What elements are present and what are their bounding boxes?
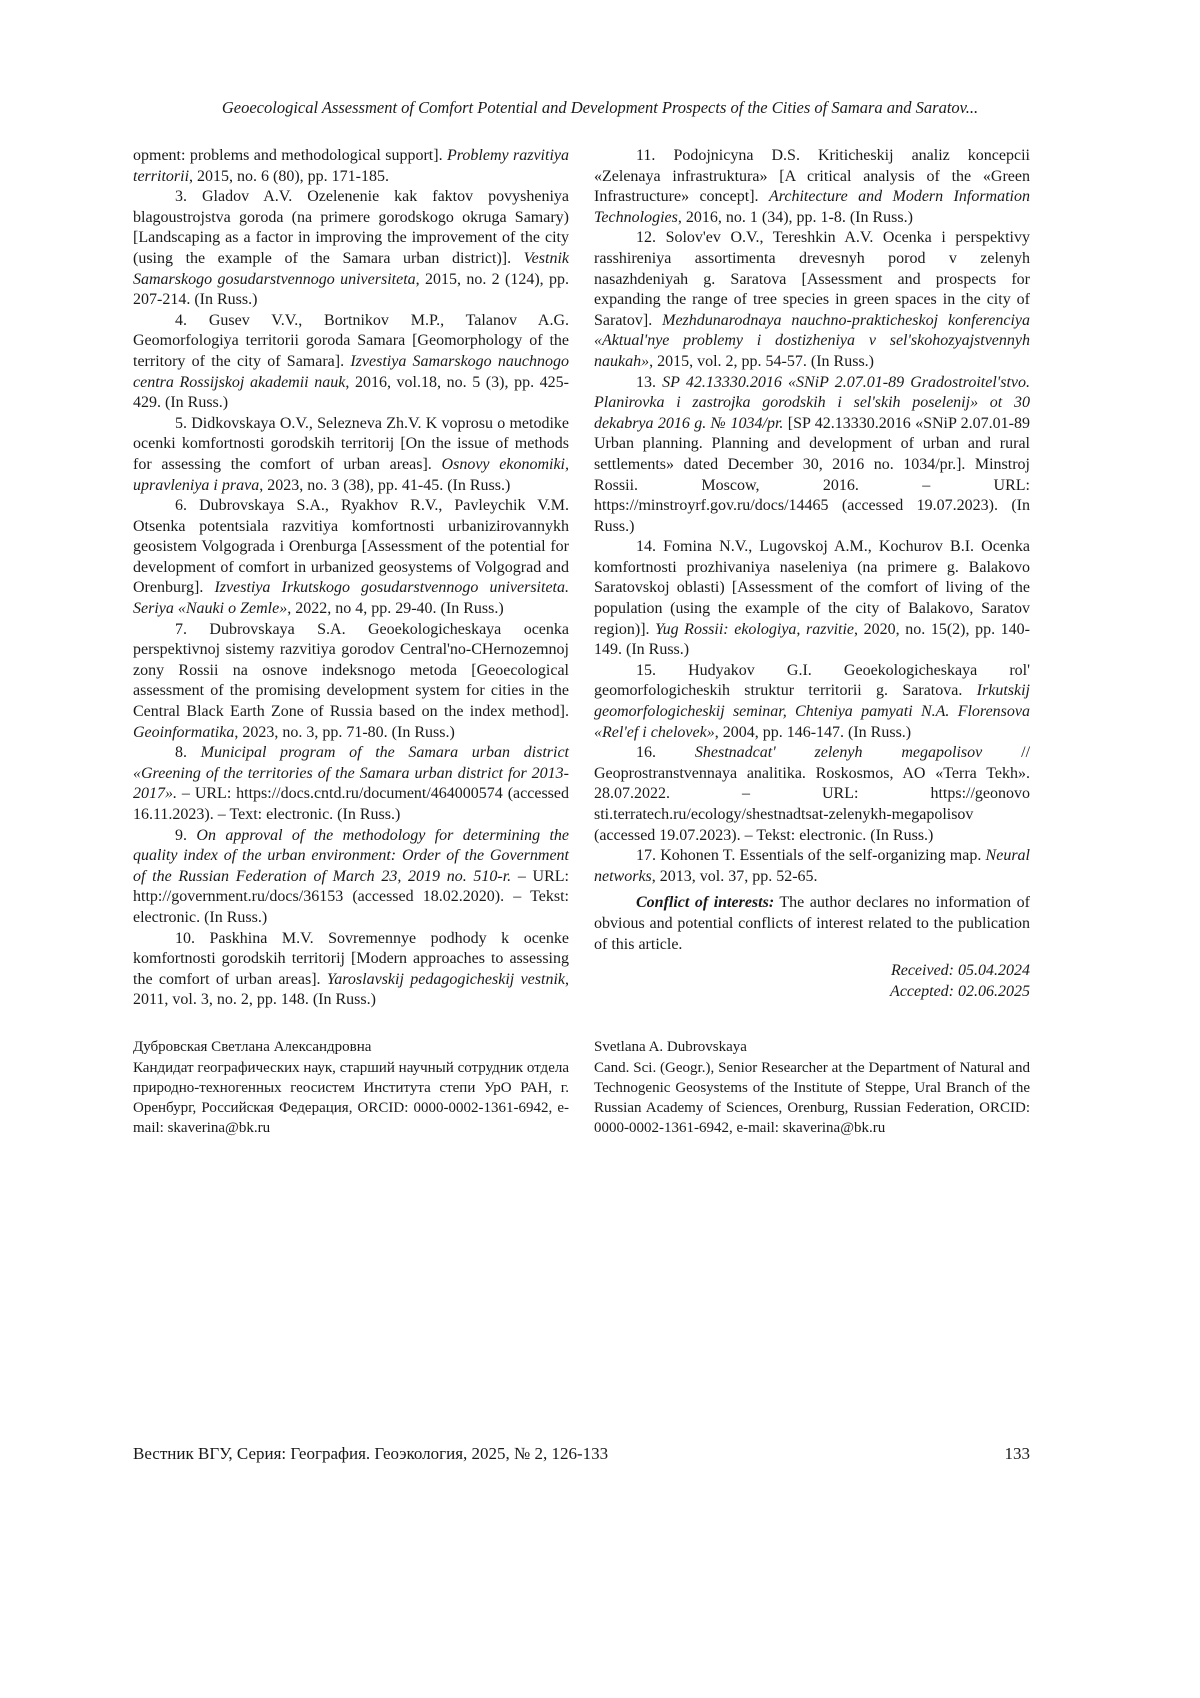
author-details-ru: Кандидат географических наук, старший научный сотрудник отдела природно-техногенных геосистем Института степи УрО РАН, г. Оренбург, Российская Федерация, ORCID: 0000-0002-1361-6942, e-mail: skaverina@bk.ru bbox=[133, 1058, 569, 1138]
reference-text: 13. bbox=[636, 374, 662, 391]
reference-text: 11. Podojnicyna D.S. Kriticheskij analiz koncepcii «Zelenaya infrastruktura» [A critical analysis of the «Green Infrastructure» concept]. bbox=[594, 147, 1030, 205]
reference-source-title: Irkutskij geomorfologicheskij seminar, Chteniya pamyati N.A. Florensova «Rel'ef i chelovek» bbox=[594, 682, 1030, 740]
author-info bbox=[133, 1037, 1030, 1138]
references-left-column bbox=[133, 146, 569, 1011]
page-body bbox=[133, 146, 1030, 1138]
references-columns bbox=[133, 146, 1030, 1011]
reference-source-title: Neural networks bbox=[594, 847, 1030, 885]
reference-item bbox=[133, 146, 569, 187]
reference-source-title: Geoinformatika bbox=[133, 724, 234, 741]
reference-source-title: Architecture and Modern Information Technologies bbox=[594, 188, 1030, 226]
author-name-ru: Дубровская Светлана Александровна bbox=[133, 1037, 569, 1057]
journal-citation: Вестник ВГУ, Серия: География. Геоэкология, 2025, № 2, 126-133 bbox=[133, 1444, 608, 1464]
article-dates bbox=[594, 961, 1030, 1002]
reference-text: 3. Gladov A.V. Ozelenenie kak faktov povysheniya blagoustrojstva goroda (na primere gorodskogo okruga Samary) [Landscaping as a factor in improving the improvement of the city (using the example of the Samara urban district)]. bbox=[133, 188, 569, 267]
reference-text: , 2013, vol. 37, pp. 52-65. bbox=[652, 868, 818, 885]
reference-item bbox=[594, 846, 1030, 887]
references-right-column bbox=[594, 146, 1030, 1002]
reference-item bbox=[133, 496, 569, 620]
reference-source-title: Izvestiya Samarskogo nauchnogo centra Rossijskoj akademii nauk bbox=[133, 353, 569, 391]
reference-source-title: Problemy razvitiya territorii bbox=[133, 147, 569, 185]
reference-source-title: Izvestiya Irkutskogo gosudarstvennogo universiteta. Seriya «Nauki o Zemle» bbox=[133, 579, 569, 617]
reference-text: , 2023, no. 3 (38), pp. 41-45. (In Russ.) bbox=[259, 477, 510, 494]
reference-item bbox=[133, 743, 569, 825]
reference-text: 7. Dubrovskaya S.A. Geoekologicheskaya ocenka perspektivnoj sistemy razvitiya gorodov Central'no-CHernozemnoj zony Rossii na osnove indeksnogo metoda [Geoecological assessment of the promising development system for cities in the Central Black Earth Zone of Russia based on the index method]. bbox=[133, 621, 569, 720]
reference-source-title: SP 42.13330.2016 «SNiP 2.07.01-89 Gradostroitel'stvo. Planirovka i zastrojka gorodskih i sel'skih poselenij» ot 30 dekabrya 2016 g. № 1034/pr. bbox=[594, 374, 1030, 432]
reference-item bbox=[594, 146, 1030, 228]
references-right-list bbox=[594, 146, 1030, 887]
reference-text: 17. Kohonen T. Essentials of the self-organizing map. bbox=[636, 847, 986, 864]
reference-text: 10. Paskhina M.V. Sovremennye podhody k ocenke komfortnosti gorodskih territorij [Modern approaches to assessing the comfort of urban areas]. bbox=[133, 930, 569, 988]
reference-item bbox=[594, 743, 1030, 846]
reference-text: opment: problems and methodological support]. bbox=[133, 147, 447, 164]
reference-text: 15. Hudyakov G.I. Geoekologicheskaya rol' geomorfologicheskih struktur territorii g. Saratova. bbox=[594, 662, 1030, 700]
reference-source-title: Municipal program of the Samara urban district «Greening of the territories of the Samara urban district for 2013-2017». bbox=[133, 744, 569, 802]
conflict-text: The author declares no information of obvious and potential conflicts of interest related to the publication of this article. bbox=[594, 894, 1030, 952]
reference-text: , 2015, vol. 2, pp. 54-57. (In Russ.) bbox=[649, 353, 874, 370]
reference-item bbox=[594, 661, 1030, 743]
reference-text: // Geoprostranstvennaya analitika. Roskosmos, AO «Terra Tekh». 28.07.2022. – URL: https://geonovo sti.terratech.ru/ecology/shestnadtsat-zelenykh-megapolisov (accessed 19.07.2023). – Tekst: electronic. (In Russ.) bbox=[594, 744, 1030, 843]
reference-item bbox=[594, 537, 1030, 661]
conflict-of-interests bbox=[594, 893, 1030, 955]
reference-source-title: Mezhdunarodnaya nauchno-prakticheskoj konferenciya «Aktual'nye problemy i dostizheniya v sel'skohozyajstvennyh naukah» bbox=[594, 312, 1030, 370]
reference-text: , 2015, no. 6 (80), pp. 171-185. bbox=[189, 168, 389, 185]
running-head: Geoecological Assessment of Comfort Potential and Development Prospects of the Cities of Samara and Saratov... bbox=[0, 98, 1200, 118]
author-details-en: Cand. Sci. (Geogr.), Senior Researcher at the Department of Natural and Technogenic Geosystems of the Institute of Steppe, Ural Branch of the Russian Academy of Sciences, Orenburg, Russian Federation, ORCID: 0000-0002-1361-6942, e-mail: skaverina@bk.ru bbox=[594, 1058, 1030, 1138]
reference-text: , 2011, vol. 3, no. 2, pp. 148. (In Russ.) bbox=[133, 971, 569, 1009]
reference-text: – URL: http://government.ru/docs/36153 (accessed 18.02.2020). – Tekst: electronic. (In Russ.) bbox=[133, 868, 569, 926]
reference-text: , 2016, no. 1 (34), pp. 1-8. (In Russ.) bbox=[678, 209, 913, 226]
reference-source-title: Yug Rossii: ekologiya, razvitie bbox=[655, 621, 854, 638]
conflict-label: Conflict of interests: bbox=[636, 894, 774, 911]
reference-text: 4. Gusev V.V., Bortnikov M.P., Talanov A.G. Geomorfologiya territorii goroda Samara [Geomorphology of the territory of the city of Samara]. bbox=[133, 312, 569, 370]
reference-text: , 2020, no. 15(2), pp. 140-149. (In Russ.) bbox=[594, 621, 1030, 659]
author-info-russian bbox=[133, 1037, 569, 1138]
reference-text: 8. bbox=[175, 744, 201, 761]
accepted-date: Accepted: 02.06.2025 bbox=[594, 982, 1030, 1003]
reference-text: 16. bbox=[636, 744, 695, 761]
reference-text: 12. Solov'ev O.V., Tereshkin A.V. Ocenka i perspektivy rasshireniya assortimenta drevesnyh porod v zelenyh nasazhdeniyah g. Saratova [Assessment and prospects for expanding the range of tree species in green spaces in the city of Saratov]. bbox=[594, 229, 1030, 328]
reference-source-title: Osnovy ekonomiki, upravleniya i prava bbox=[133, 456, 569, 494]
page-footer bbox=[133, 1444, 1030, 1464]
reference-item bbox=[133, 414, 569, 496]
reference-item bbox=[133, 311, 569, 414]
reference-text: , 2023, no. 3, pp. 71-80. (In Russ.) bbox=[234, 724, 454, 741]
received-date: Received: 05.04.2024 bbox=[594, 961, 1030, 982]
reference-text: [SP 42.13330.2016 «SNiP 2.07.01-89 Urban planning. Planning and development of urban and rural settlements» dated December 30, 2016 no. 1034/pr.]. Minstroj Rossii. Moscow, 2016. – URL: https://minstroyrf.gov.ru/docs/14465 (accessed 19.07.2023). (In Russ.) bbox=[594, 415, 1030, 535]
author-info-english bbox=[594, 1037, 1030, 1138]
reference-source-title: Yaroslavskij pedagogicheskij vestnik bbox=[327, 971, 565, 988]
reference-text: 9. bbox=[175, 827, 196, 844]
reference-item bbox=[594, 228, 1030, 372]
reference-text: 14. Fomina N.V., Lugovskoj A.M., Kochurov B.I. Ocenka komfortnosti prozhivaniya naseleniya (na primere g. Balakovo Saratovskoj oblasti) [Assessment of the comfort of living of the population (using the example of the city of Balakovo, Saratov region)]. bbox=[594, 538, 1030, 637]
reference-item bbox=[133, 826, 569, 929]
reference-source-title: Shestnadcat' zelenyh megapolisov bbox=[695, 744, 982, 761]
reference-item bbox=[133, 929, 569, 1011]
page-number: 133 bbox=[1005, 1444, 1031, 1464]
reference-item bbox=[133, 620, 569, 744]
reference-item bbox=[133, 187, 569, 311]
reference-text: 6. Dubrovskaya S.A., Ryakhov R.V., Pavleychik V.M. Otsenka potentsiala razvitiya komfortnosti urbanizirovannykh geosistem Volgograda i Orenburga [Assessment of the potential for development of comfort in urbanized geosystems of Volgograd and Orenburg]. bbox=[133, 497, 569, 596]
reference-text: , 2016, vol.18, no. 5 (3), pp. 425-429. (In Russ.) bbox=[133, 374, 569, 412]
reference-source-title: On approval of the methodology for determining the quality index of the urban environment: Order of the Government of the Russian Federation of March 23, 2019 no. 510-r. bbox=[133, 827, 569, 885]
reference-text: 5. Didkovskaya O.V., Selezneva Zh.V. K voprosu o metodike ocenki komfortnosti gorodskih territorij [On the issue of methods for assessing the comfort of urban areas]. bbox=[133, 415, 569, 473]
author-name-en: Svetlana A. Dubrovskaya bbox=[594, 1037, 1030, 1057]
reference-text: – URL: https://docs.cntd.ru/document/464000574 (accessed 16.11.2023). – Text: electronic. (In Russ.) bbox=[133, 785, 569, 823]
reference-text: , 2022, no 4, pp. 29-40. (In Russ.) bbox=[287, 600, 503, 617]
reference-text: , 2004, pp. 146-147. (In Russ.) bbox=[715, 724, 911, 741]
reference-item bbox=[594, 373, 1030, 538]
reference-source-title: Vestnik Samarskogo gosudarstvennogo universiteta bbox=[133, 250, 569, 288]
reference-text: , 2015, no. 2 (124), pp. 207-214. (In Russ.) bbox=[133, 271, 569, 309]
